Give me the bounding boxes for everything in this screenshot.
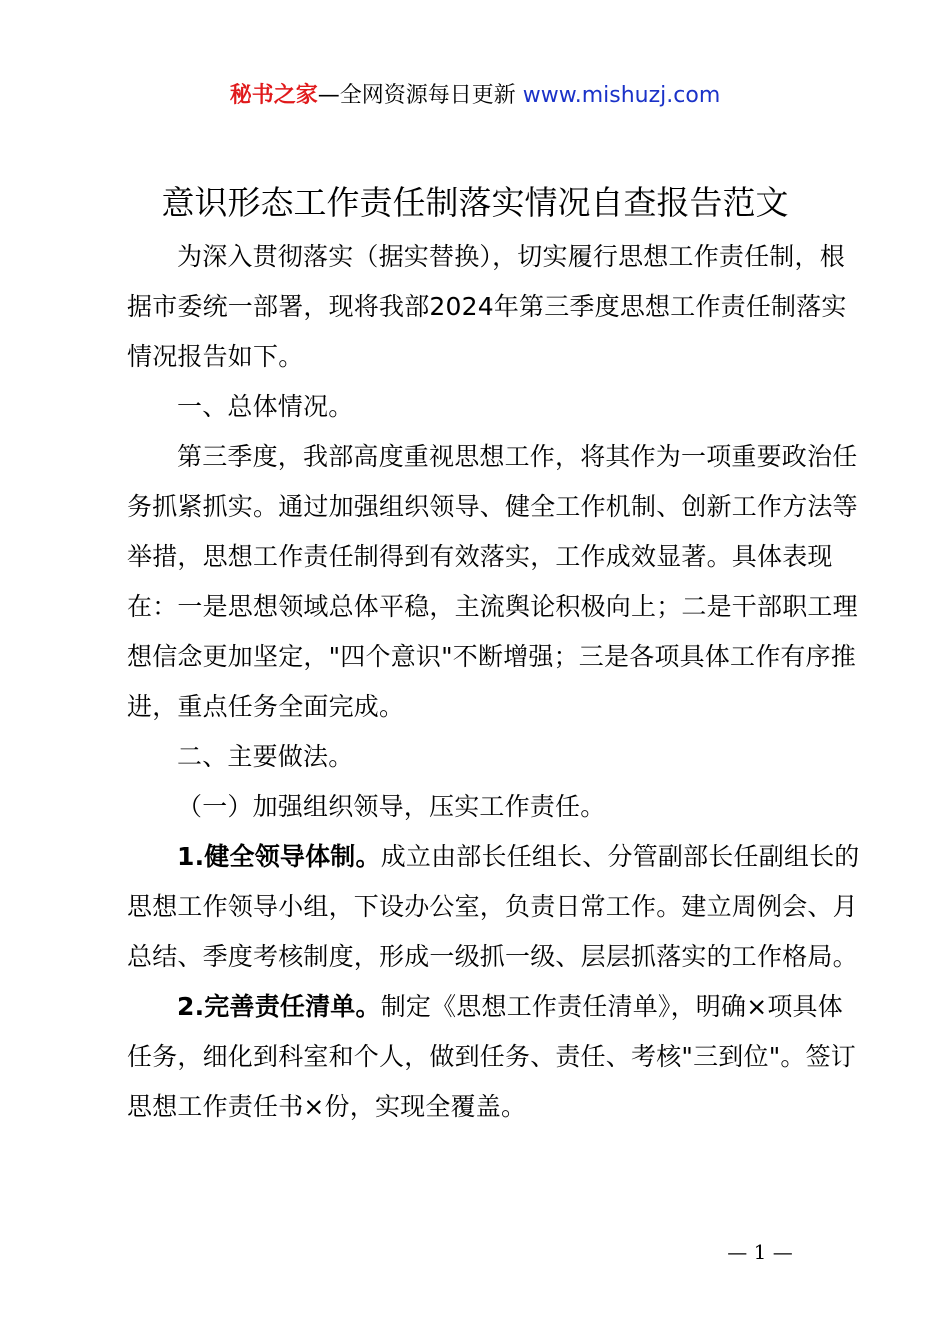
document-body bbox=[127, 232, 860, 1132]
site-url-link[interactable]: www.mishuzj.com bbox=[522, 83, 721, 108]
section-heading-practices: 二、主要做法。 bbox=[177, 742, 354, 771]
brand-name: 秘书之家 bbox=[229, 83, 318, 108]
item-lead: 1.健全领导体制。 bbox=[177, 842, 381, 871]
document-title: 意识形态工作责任制落实情况自查报告范文 bbox=[161, 183, 789, 222]
header-tagline: —全网资源每日更新 bbox=[317, 83, 523, 108]
section-heading-overview: 一、总体情况。 bbox=[177, 392, 354, 421]
site-header bbox=[0, 81, 950, 111]
list-item bbox=[127, 832, 860, 982]
page-number: — 1 — bbox=[727, 1240, 793, 1264]
intro-paragraph: 为深入贯彻落实（据实替换），切实履行思想工作责任制，根据市委统一部署，现将我部2024年第三季度思想工作责任制落实情况报告如下。 bbox=[127, 242, 847, 371]
item-lead: 2.完善责任清单。 bbox=[177, 992, 381, 1021]
item-text: 成立由部长任组长、分管副部长任副组长的思想工作领导小组，下设办公室，负责日常工作。建立周例会、月总结、季度考核制度，形成一级抓一级、层层抓落实的工作格局。 bbox=[127, 842, 860, 971]
overview-paragraph: 第三季度，我部高度重视思想工作，将其作为一项重要政治任务抓紧抓实。通过加强组织领导、健全工作机制、创新工作方法等举措，思想工作责任制得到有效落实，工作成效显著。具体表现在：一是思想领域总体平稳，主流舆论积极向上；二是干部职工理想信念更加坚定，"四个意识"不断增强；三是各项具体工作有序推进，重点任务全面完成。 bbox=[127, 442, 858, 721]
item-text: 制定《思想工作责任清单》，明确×项具体任务，细化到科室和个人，做到任务、责任、考核"三到位"。签订思想工作责任书×份，实现全覆盖。 bbox=[127, 992, 857, 1121]
subsection-heading-leadership: （一）加强组织领导，压实工作责任。 bbox=[177, 792, 606, 821]
list-item bbox=[127, 982, 860, 1132]
